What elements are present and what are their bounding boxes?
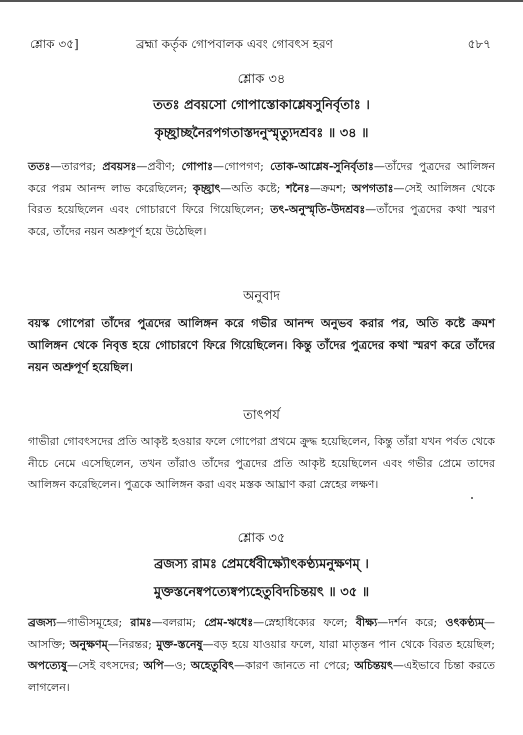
synonym-word: কৃচ্ছ্রাৎ <box>192 181 221 195</box>
synonym-word: ততঃ <box>28 160 51 173</box>
synonym-word: ব্রজস্য <box>28 616 57 629</box>
verse-35-synonyms <box>28 612 495 698</box>
synonym-meaning: —আসক্তি; <box>28 616 495 651</box>
ink-speck <box>471 497 473 499</box>
synonym-word: অপগতাঃ <box>351 181 394 195</box>
synonym-meaning: —গোপগণ; <box>212 160 271 173</box>
synonym-meaning: —বলরাম; <box>151 616 205 629</box>
synonym-meaning: —ক্রমশ; <box>309 181 352 195</box>
synonym-meaning: —অতি কষ্টে; <box>220 181 287 195</box>
synonym-word: প্রেম-ঋধেঃ <box>204 616 254 629</box>
verse-35-heading: শ্লোক ৩৫ <box>237 531 286 546</box>
verse-34-heading: শ্লোক ৩৪ <box>237 72 286 87</box>
synonym-word: তোক-আশ্লেষ-সুনির্বৃতাঃ <box>270 160 374 173</box>
synonym-meaning: —স্নেহাধিক্যের ফলে; <box>253 616 356 629</box>
synonym-word: অপি <box>143 659 164 672</box>
verse-34-line-2: কৃচ্ছ্রাচ্ছনৈরপগতাস্তদনুস্মৃত্যুদশ্রবঃ ॥ ৩৪ ॥ <box>154 126 369 141</box>
synonym-word: তৎ-অনুস্মৃতি-উদশ্রবঃ <box>270 203 366 216</box>
synonym-meaning: —তাঁদের পুত্রদের আলিঙ্গন করে পরম আনন্দ লাভ করেছিলেন; <box>28 160 495 195</box>
synonym-word: বীক্ষ্য <box>355 616 378 629</box>
synonym-word: রামঃ <box>130 616 152 629</box>
synonym-word: অপত্যেষু <box>28 659 67 672</box>
verse-35-line-2: মুক্তস্তনেষ্বপত্যেষ্বপ্যহেতুবিদচিন্তয়ৎ ॥ ৩৫ ॥ <box>153 585 370 600</box>
synonym-word: অচিন্তয়ৎ <box>354 659 393 672</box>
synonym-meaning: —তাঁদের পুত্রদের কথা স্মরণ করে, তাঁদের নয়ন অশ্রুপূর্ণ হয়ে উঠেছিল। <box>28 203 495 238</box>
translation-heading: অনুবাদ <box>243 289 280 304</box>
verse-35-line-1: ব্রজস্য রামঃ প্রেমর্ধেবীক্ষ্যৌৎকণ্ঠ্যমনুক্ষণম্ । <box>154 557 369 572</box>
synonym-meaning: —এইভাবে চিন্তা করতে লাগলেন। <box>28 659 495 694</box>
header-verse-ref: শ্লোক ৩৫] <box>30 37 79 51</box>
synonym-word: ওৎকণ্ঠ্যম্ <box>445 616 484 629</box>
verse-34-translation: বয়স্ক গোপেরা তাঁদের পুত্রদের আলিঙ্গন করে গভীর আনন্দ অনুভব করার পর, অতি কষ্টে ক্রমশ আলিঙ্গন থেকে নিবৃত্ত হয়ে গোচারণে ফিরে গিয়েছিলেন। কিন্তু তাঁদের পুত্রদের কথা স্মরণ করে তাঁদের নয়ন অশ্রুপূর্ণ হয়েছিল। <box>28 316 495 374</box>
synonym-meaning: —সেই আলিঙ্গন থেকে বিরত হয়েছিলেন এবং গোচারণে ফিরে গিয়েছিলেন; <box>28 181 495 216</box>
synonym-word: অনুক্ষণম্ <box>70 637 108 651</box>
synonym-word: অহেতুবিৎ <box>190 659 234 672</box>
synonym-meaning: —দর্শন করে; <box>377 616 446 629</box>
synonym-word: শনৈঃ <box>286 181 310 195</box>
synonym-meaning: —বড় হয়ে যাওয়ার ফলে, যারা মাতৃস্তন পান থেকে বিরত হয়েছিল; <box>202 637 495 651</box>
synonym-meaning: —প্রবীণ; <box>136 160 182 173</box>
synonym-meaning: —নিরন্তর; <box>107 637 157 651</box>
running-header <box>30 36 491 58</box>
synonym-word: মুক্ত-স্তনেষু <box>156 637 203 651</box>
synonym-meaning: —তারপর; <box>50 160 103 173</box>
verse-34-line-1: ততঃ প্রবয়সো গোপাস্তোকাশ্লেষসুনির্বৃতাঃ । <box>153 98 370 113</box>
synonym-meaning: —কারণ জানতে না পেরে; <box>233 659 355 672</box>
verse-34-synonyms <box>28 156 495 242</box>
synonym-meaning: —সেই বৎসদের; <box>66 659 144 672</box>
synonym-word: গোপাঃ <box>181 160 213 173</box>
page-number: ৫৮৭ <box>467 37 491 51</box>
synonym-meaning: —ও; <box>163 659 191 672</box>
synonym-meaning: —গাভীসমূহের; <box>56 616 131 629</box>
header-chapter-title: ব্রহ্মা কর্তৃক গোপবালক এবং গোবৎস হরণ <box>136 37 333 51</box>
top-border <box>0 0 523 2</box>
verse-34-purport: গাভীরা গোবৎসদের প্রতি আকৃষ্ট হওয়ার ফলে গোপেরা প্রথমে ক্রুদ্ধ হয়েছিলেন, কিন্তু তাঁরা যখন পর্বত থেকে নীচে নেমে এসেছিলেন, তখন তাঁরাও তাঁদের পুত্রদের প্রতি আকৃষ্ট হয়েছিলেন এবং গভীর প্রেমে তাদের আলিঙ্গন করেছিলেন। পুত্রকে আলিঙ্গন করা এবং মস্তক আঘ্রাণ করা স্নেহের লক্ষণ। <box>28 435 495 491</box>
purport-heading: তাৎপর্য <box>243 408 280 423</box>
synonym-word: প্রবয়সঃ <box>102 160 137 173</box>
